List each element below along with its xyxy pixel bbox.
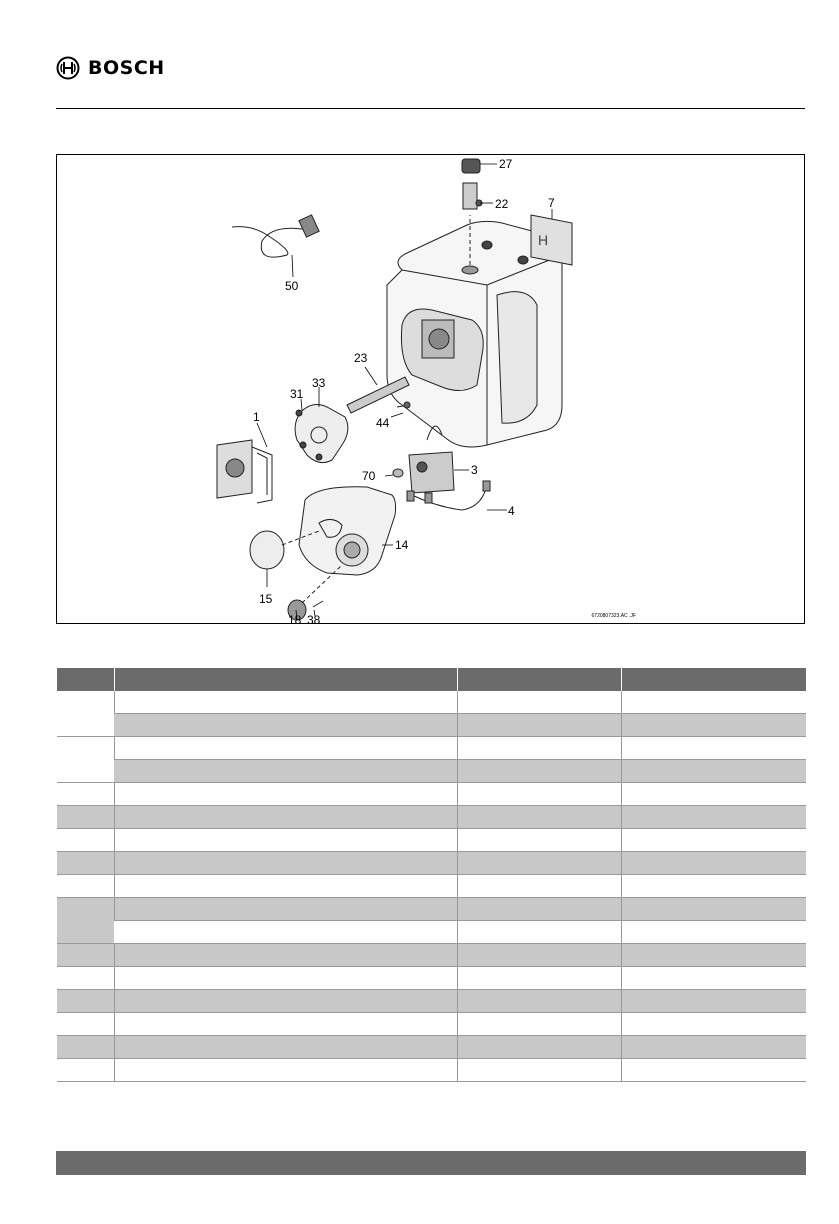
table-cell [621,806,806,829]
table-body [57,691,807,1082]
table-cell [621,1036,806,1059]
callout-3: 3 [471,463,478,477]
table-cell [457,1059,621,1082]
table-header-row [57,668,807,691]
table-cell [114,990,457,1013]
table-cell [114,944,457,967]
position-cell [57,691,115,737]
table-cell [621,737,806,760]
table-cell [457,783,621,806]
position-cell [57,1013,115,1036]
table-cell [114,875,457,898]
callout-1: 1 [253,410,260,424]
table-cell [457,967,621,990]
table-cell [457,852,621,875]
table-cell [621,714,806,737]
table-row [57,875,807,898]
table-cell [621,691,806,714]
callout-50: 50 [285,279,299,293]
table-cell [114,1059,457,1082]
table-cell [621,783,806,806]
table-cell [457,806,621,829]
footer-bar [56,1151,806,1175]
table-cell [114,806,457,829]
brand-name: BOSCH [88,57,165,79]
table-cell [621,921,806,944]
position-cell [57,990,115,1013]
table-row [57,990,807,1013]
table-header-cell [114,668,457,691]
brand-header [56,54,165,82]
table-cell [114,829,457,852]
table-cell [114,852,457,875]
table-cell [114,737,457,760]
table-row [57,898,807,921]
table-row [57,714,807,737]
position-cell [57,1059,115,1082]
table-cell [457,714,621,737]
svg-text:H: H [538,232,549,248]
position-cell [57,967,115,990]
table-cell [621,1013,806,1036]
table-cell [114,921,457,944]
position-cell [57,944,115,967]
position-cell [57,806,115,829]
table-cell [114,783,457,806]
callout-22: 22 [495,197,509,211]
figure-code: 6720807323.AC .JF [591,613,636,619]
table-cell [114,691,457,714]
parts-drawing [57,155,804,623]
position-cell [57,737,115,783]
table-row [57,1059,807,1082]
callout-70: 70 [362,469,376,483]
bosch-logo-icon [56,56,80,80]
table-cell [457,898,621,921]
table-cell [621,852,806,875]
callout-38: 38 [307,613,321,623]
table-row [57,944,807,967]
table-cell [114,1036,457,1059]
table-cell [621,1059,806,1082]
callout-33: 33 [312,376,326,390]
table-row [57,852,807,875]
table-header-cell [57,668,115,691]
table-cell [114,967,457,990]
table-cell [114,714,457,737]
position-cell [57,1036,115,1059]
table-row [57,1036,807,1059]
table-cell [457,944,621,967]
table-cell [457,829,621,852]
table-cell [114,760,457,783]
table-cell [457,875,621,898]
position-cell [57,898,115,944]
table-cell [457,1013,621,1036]
table-cell [457,990,621,1013]
table-cell [457,921,621,944]
table-cell [621,990,806,1013]
table-row [57,783,807,806]
callout-14: 14 [395,538,409,552]
position-cell [57,852,115,875]
table-header-cell [457,668,621,691]
table-row [57,921,807,944]
table-cell [621,967,806,990]
table-cell [621,829,806,852]
parts-table [56,668,806,1082]
callout-4: 4 [508,504,515,518]
position-cell [57,783,115,806]
header-rule [56,108,805,109]
exploded-parts-diagram [56,154,805,624]
table-cell [114,898,457,921]
table-cell [621,760,806,783]
callout-23: 23 [354,351,368,365]
callout-18: 18 [288,613,302,623]
callout-44: 44 [376,416,390,430]
table-header-cell [621,668,806,691]
table-row [57,760,807,783]
table-cell [457,1036,621,1059]
table-cell [621,898,806,921]
position-cell [57,875,115,898]
table-cell [457,760,621,783]
table-cell [457,737,621,760]
callout-31: 31 [290,387,304,401]
table-cell [621,944,806,967]
table-row [57,967,807,990]
callout-15: 15 [259,592,273,606]
table-row [57,737,807,760]
table-row [57,1013,807,1036]
callout-27: 27 [499,157,513,171]
table-cell [114,1013,457,1036]
table-cell [621,875,806,898]
table-row [57,829,807,852]
callout-7: 7 [548,196,555,210]
table-row [57,691,807,714]
table-cell [457,691,621,714]
table-row [57,806,807,829]
position-cell [57,829,115,852]
